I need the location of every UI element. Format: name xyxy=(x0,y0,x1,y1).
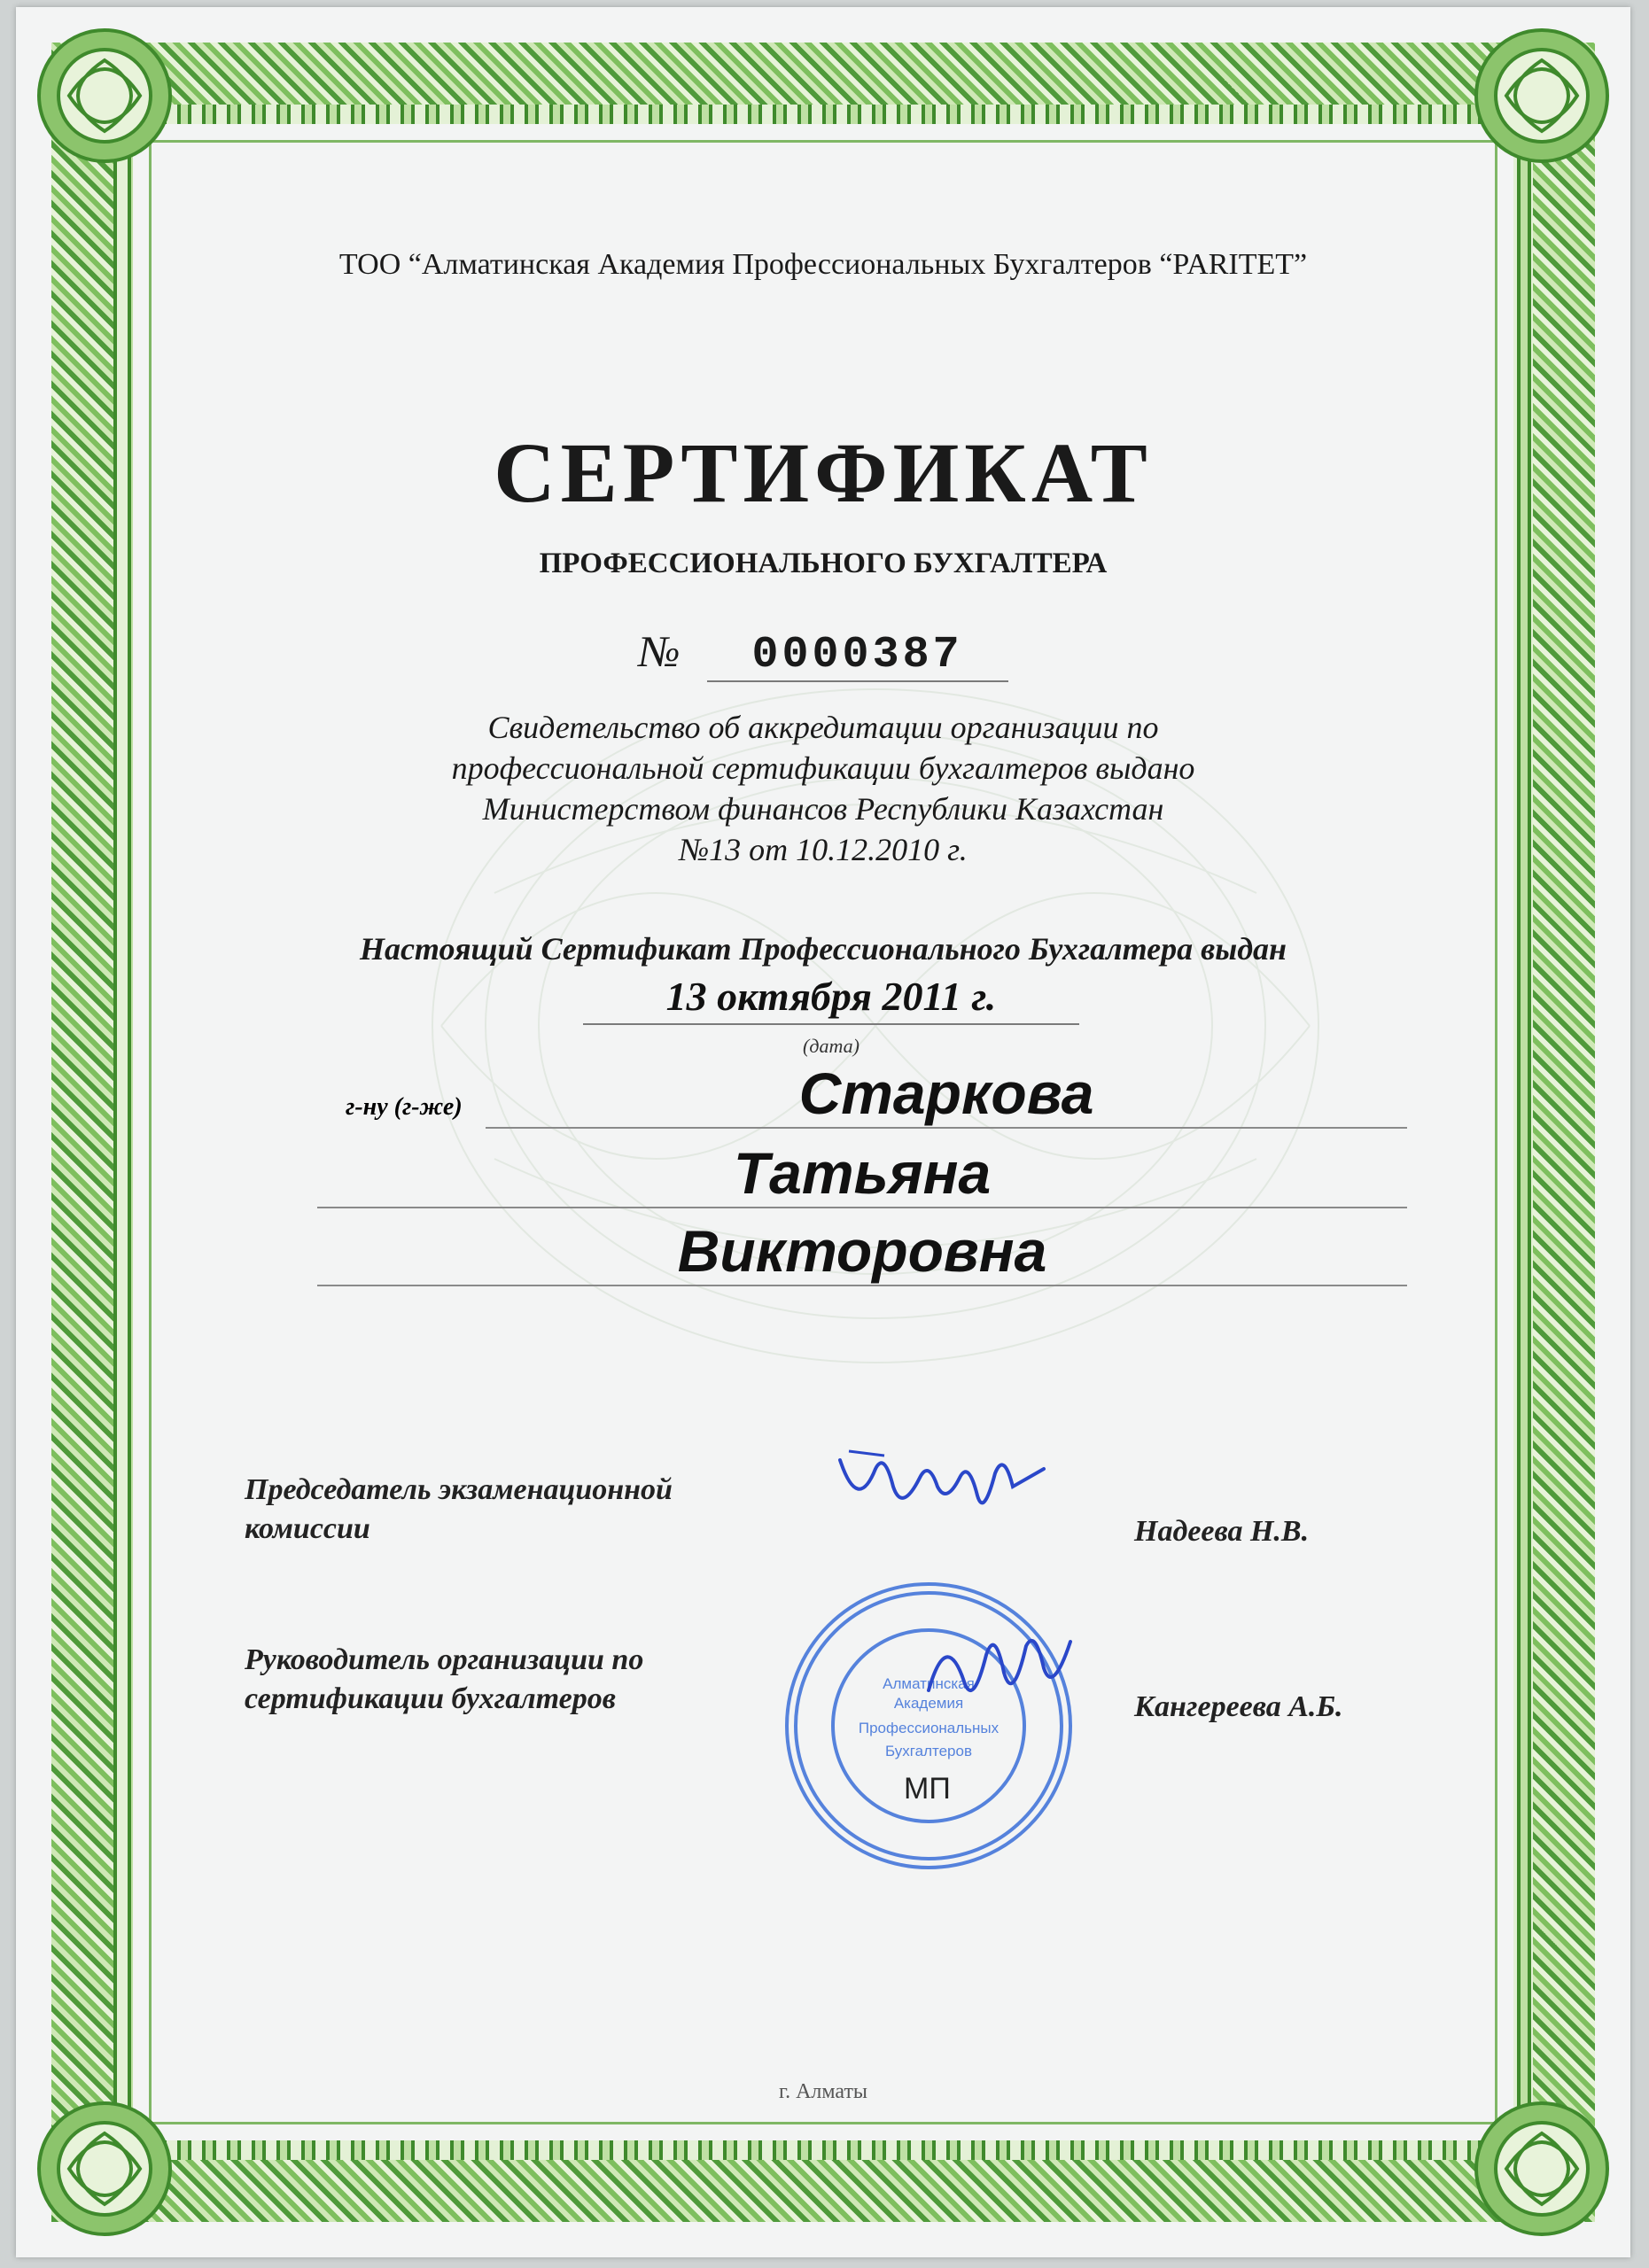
accreditation-line: №13 от 10.12.2010 г. xyxy=(679,832,968,867)
recipient-first-name: Татьяна xyxy=(317,1139,1407,1208)
issued-statement: Настоящий Сертификат Профессионального Бухгалтера выдан xyxy=(359,931,1287,967)
director-signature-icon xyxy=(920,1619,1079,1717)
role-line: Руководитель организации по xyxy=(245,1643,644,1676)
organization-name: ТОО “Алматинская Академия Профессиональных Бухгалтеров “PARITET” xyxy=(338,248,1308,281)
certificate-title: СЕРТИФИКАТ xyxy=(494,425,1153,520)
stamp-line: Профессиональных xyxy=(858,1720,1000,1736)
certificate-number-row xyxy=(16,625,1630,682)
certificate-sheet xyxy=(16,7,1630,2257)
issue-date: 13 октября 2011 г. xyxy=(583,973,1079,1025)
corner-ornament-icon xyxy=(1471,2098,1613,2240)
stamp-line: Алматинская xyxy=(883,1675,975,1692)
chairman-role xyxy=(245,1471,673,1549)
corner-ornament-icon xyxy=(34,2098,175,2240)
accreditation-line: Министерством финансов Республики Казахстан xyxy=(482,791,1164,827)
director-name: Кангереева А.Б. xyxy=(1134,1690,1343,1723)
chairman-name: Надеева Н.В. xyxy=(1134,1515,1310,1548)
certificate-number: 0000387 xyxy=(707,630,1008,682)
date-caption: (дата) xyxy=(803,1035,860,1057)
recipient-prefix: г-ну (г-же) xyxy=(346,1093,463,1121)
city-label: г. Алматы xyxy=(778,2080,868,2103)
role-line: комиссии xyxy=(245,1512,370,1545)
certificate-subtitle: ПРОФЕССИОНАЛЬНОГО БУХГАЛТЕРА xyxy=(539,548,1108,579)
corner-ornament-icon xyxy=(1471,25,1613,167)
recipient-patronymic: Викторовна xyxy=(317,1217,1407,1286)
director-role xyxy=(245,1641,643,1719)
role-line: Председатель экзаменационной xyxy=(245,1473,673,1506)
recipient-surname: Старкова xyxy=(486,1060,1407,1129)
accreditation-text xyxy=(16,707,1630,870)
stamp-place-label: МП xyxy=(904,1772,951,1806)
number-sign: № xyxy=(638,626,681,676)
chairman-signature-icon xyxy=(831,1433,1062,1540)
stamp-line: Академия xyxy=(893,1695,964,1712)
corner-ornament-icon xyxy=(34,25,175,167)
accreditation-line: профессиональной сертификации бухгалтеров выдано xyxy=(451,750,1195,786)
role-line: сертификации бухгалтеров xyxy=(245,1682,616,1715)
stamp-line: Бухгалтеров xyxy=(885,1743,972,1759)
accreditation-line: Свидетельство об аккредитации организации по xyxy=(487,710,1159,745)
